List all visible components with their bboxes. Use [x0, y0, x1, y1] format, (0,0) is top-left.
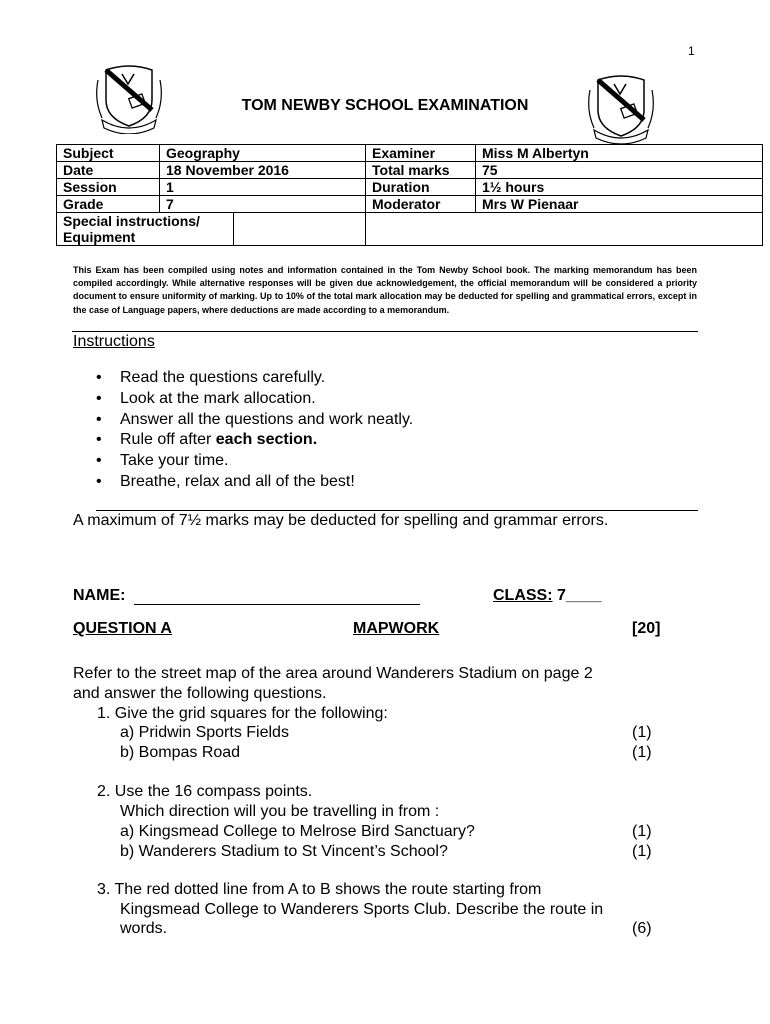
list-item: • Look at the mark allocation.: [96, 389, 413, 410]
question-intro: and answer the following questions.: [73, 685, 327, 702]
instructions-heading: Instructions: [73, 333, 155, 350]
section-title: MAPWORK: [353, 620, 440, 637]
table-row: [57, 213, 763, 246]
page-number: 1: [688, 44, 695, 58]
question-3-line: 3. The red dotted line from A to B shows the route starting from: [97, 881, 542, 898]
list-item: • Breathe, relax and all of the best!: [96, 472, 413, 493]
table-cell: 18 November 2016: [160, 162, 366, 179]
table-row: [57, 162, 763, 179]
table-cell: 7: [160, 196, 366, 213]
table-cell: Examiner: [366, 145, 476, 162]
bullet-icon: •: [96, 369, 102, 386]
class-field[interactable]: CLASS: 7____: [493, 587, 602, 604]
exam-notice: This Exam has been compiled using notes and information contained in the Tom Newby School book. The marking memorandum has been compiled accordingly. While alternative responses will be given due acknowledgement, the official memorandum will be considered a priority document to ensure uniformity of marking. Up to 10% of the total mark allocation may be deducted for spelling and grammatical errors, except in the case of Language papers, where deductions are made according to a memorandum.: [73, 265, 697, 315]
bullet-icon: •: [96, 389, 102, 407]
question-3-mark: (6): [632, 920, 652, 937]
table-cell: Total marks: [366, 162, 476, 179]
table-cell: 1½ hours: [476, 179, 763, 196]
bullet-icon: •: [96, 452, 102, 470]
exam-info-table: [56, 144, 763, 246]
question-2a: a) Kingsmead College to Melrose Bird Sanctuary?: [120, 823, 475, 840]
list-item: • Rule off after each section.: [96, 430, 413, 451]
deduction-note: A maximum of 7½ marks may be deducted for spelling and grammar errors.: [73, 512, 609, 529]
question-1a-mark: (1): [632, 724, 652, 741]
list-item: • Answer all the questions and work neatly.: [96, 410, 413, 431]
divider: [72, 331, 698, 332]
table-row: [57, 179, 763, 196]
question-2-stem2: Which direction will you be travelling in from :: [120, 803, 440, 820]
question-2b: b) Wanderers Stadium to St Vincent’s School?: [120, 843, 448, 860]
table-cell: Date: [57, 162, 160, 179]
table-cell: Mrs W Pienaar: [476, 196, 763, 213]
question-1b: b) Bompas Road: [120, 744, 241, 761]
question-2a-mark: (1): [632, 823, 652, 840]
question-total-marks: [20]: [632, 620, 661, 637]
table-cell: Session: [57, 179, 160, 196]
table-cell: 1: [160, 179, 366, 196]
name-field[interactable]: [134, 604, 420, 605]
exam-title: TOM NEWBY SCHOOL EXAMINATION: [241, 97, 529, 114]
list-item: • Take your time.: [96, 451, 413, 472]
bullet-icon: •: [96, 431, 102, 449]
table-row: [57, 145, 763, 162]
name-label: NAME:: [73, 587, 126, 604]
question-intro: Refer to the street map of the area around Wanderers Stadium on page 2: [73, 665, 593, 682]
question-label: QUESTION A: [73, 620, 172, 637]
instructions-list: [96, 368, 413, 493]
list-item: • Read the questions carefully.: [96, 368, 413, 389]
table-cell: Miss M Albertyn: [476, 145, 763, 162]
table-cell: Grade: [57, 196, 160, 213]
bullet-icon: •: [96, 472, 102, 490]
table-cell: Moderator: [366, 196, 476, 213]
question-2-stem: 2. Use the 16 compass points.: [97, 783, 313, 800]
special-instructions-label: Special instructions/ Equipment: [57, 213, 234, 245]
table-cell: Duration: [366, 179, 476, 196]
bullet-icon: •: [96, 410, 102, 428]
special-instructions-value: [234, 213, 365, 245]
question-2b-mark: (1): [632, 843, 652, 860]
question-1b-mark: (1): [632, 744, 652, 761]
table-cell: Subject: [57, 145, 160, 162]
question-3-line: words.: [120, 920, 168, 937]
divider: [96, 510, 698, 511]
table-row: [57, 196, 763, 213]
special-instructions-row: [57, 213, 366, 246]
table-cell: 75: [476, 162, 763, 179]
table-cell: Geography: [160, 145, 366, 162]
question-1-stem: 1. Give the grid squares for the following:: [97, 705, 388, 722]
question-1a: a) Pridwin Sports Fields: [120, 724, 289, 741]
question-3-line: Kingsmead College to Wanderers Sports Club. Describe the route in: [120, 901, 604, 918]
table-cell: [366, 213, 763, 246]
